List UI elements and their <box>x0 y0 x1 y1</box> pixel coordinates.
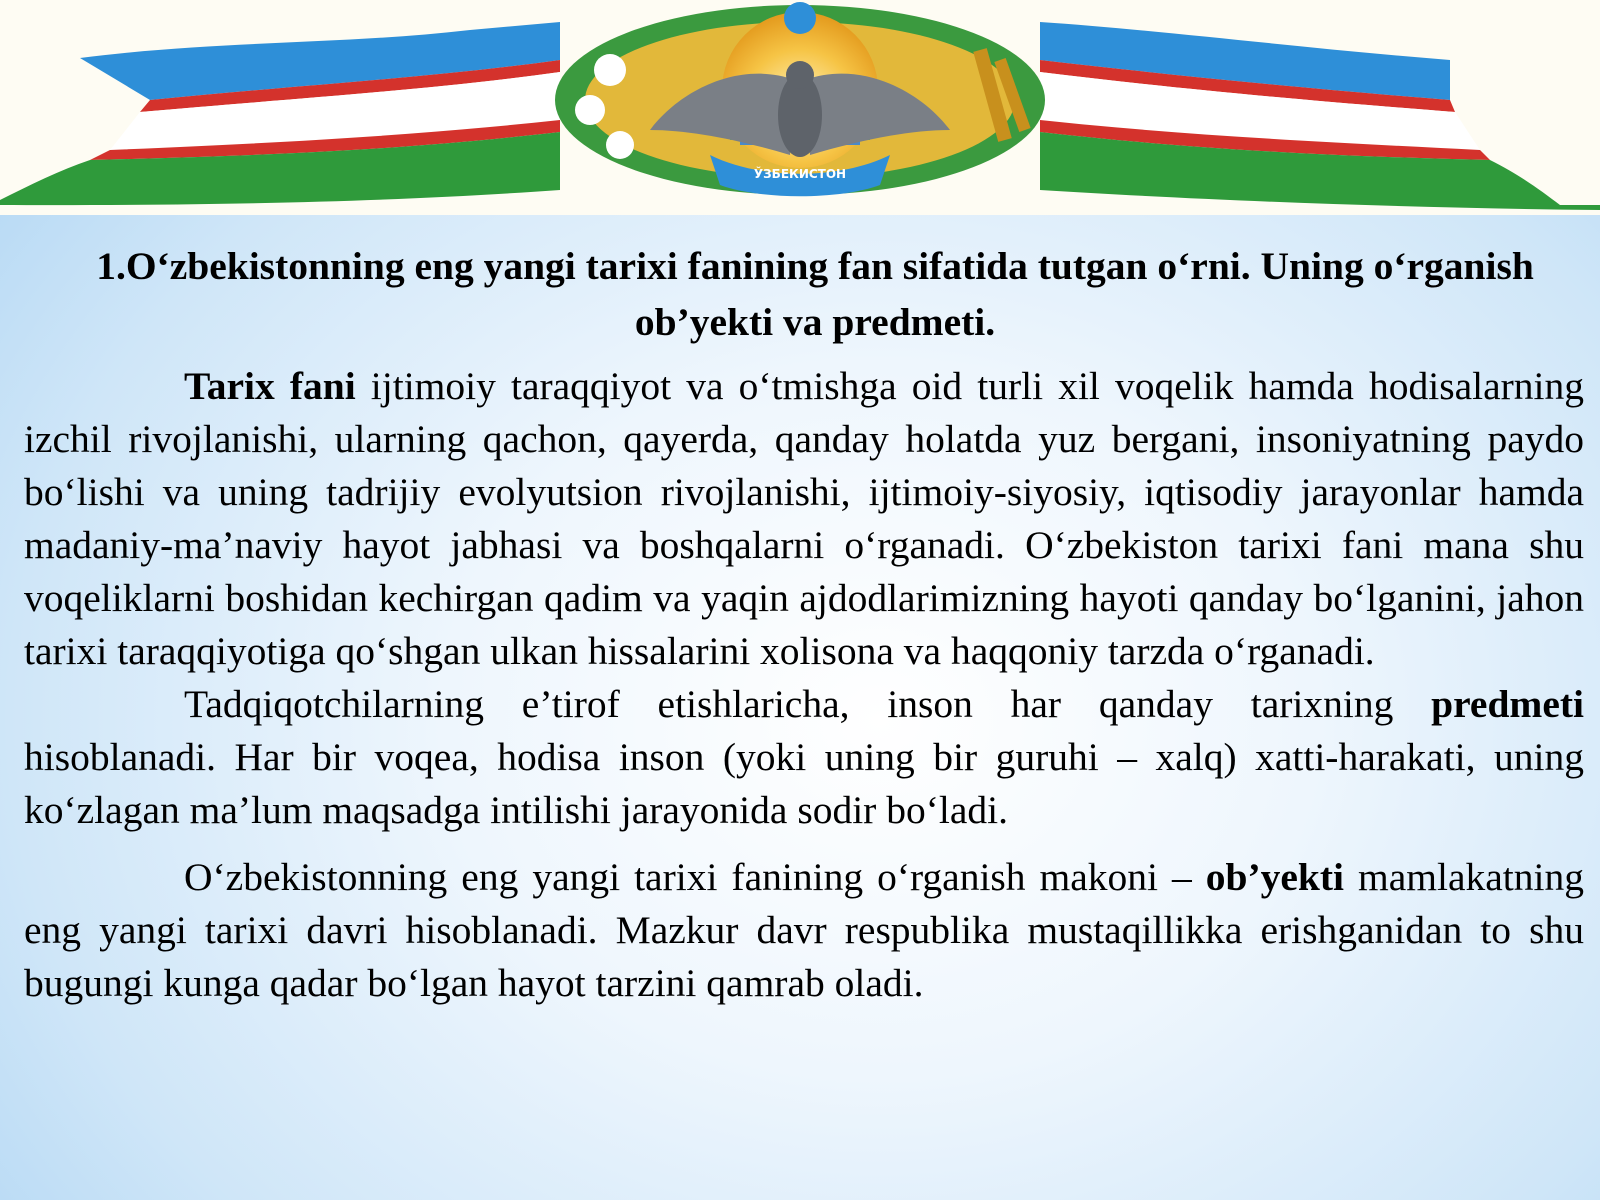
paragraph2-text-after: hisoblanadi. Har bir voqea, hodisa inson (yoki uning bir guruhi – xalq) xatti-harakati, uning ko‘zlagan ma’lum maqsadga intilishi jarayonida sodir bo‘ladi. <box>24 735 1584 832</box>
bold-term-predmeti: predmeti <box>1431 682 1584 726</box>
paragraph-tarix-fani <box>24 360 1584 678</box>
bold-term-obyekti: ob’yekti <box>1205 855 1345 899</box>
bold-term-tarix-fani: Tarix fani <box>184 364 356 408</box>
left-flag-ribbon <box>0 22 560 205</box>
paragraph3-text-after: mamlakatning eng yangi tarixi davri hisoblanadi. Mazkur davr respublika mustaqillikka erishganidan to shu bugungi kunga qadar bo‘lgan hayot tarzini qamrab oladi. <box>24 855 1584 1005</box>
paragraph1-text: ijtimoiy taraqqiyot va o‘tmishga oid turli xil voqelik hamda hodisalarning izchil rivojlanishi, ularning qachon, qayerda, qanday holatda yuz bergani, insoniyatning paydo bo‘lishi va uning tadrijiy evolyutsion rivojlanishi, ijtimoiy-siyosiy, iqtisodiy jarayonlar hamda madaniy-ma’naviy hayot jabhasi va boshqalarni o‘rganadi. O‘zbekiston tarixi fani mana shu voqeliklarni boshidan kechirgan qadim va yaqin ajdodlarimizning hayoti qanday bo‘lganini, jahon tarixi taraqqiyotiga qo‘shgan ulkan hissalarini xolisona va haqqoniy tarzda o‘rganadi. <box>24 364 1584 673</box>
flag-emblem-image <box>0 0 1600 215</box>
paragraph3-text-before: O‘zbekistonning eng yangi tarixi fanining o‘rganish makoni – <box>184 855 1206 899</box>
paragraph-predmeti <box>24 678 1584 837</box>
right-flag-ribbon <box>1040 22 1600 210</box>
page-title: 1.O‘zbekistonning eng yangi tarixi fanining fan sifatida tutgan o‘rni. Uning o‘rganish ob’yekti va predmeti. <box>96 244 1534 344</box>
paragraph-obyekti <box>24 851 1584 1010</box>
document-content <box>24 238 1584 1010</box>
emblem-text: ЎЗБЕКИСТОН <box>753 167 847 181</box>
state-emblem <box>555 2 1045 196</box>
paragraph2-text-before: Tadqiqotchilarning e’tirof etishlaricha, inson har qanday tarixning <box>184 682 1432 726</box>
flag-emblem-banner <box>0 0 1600 215</box>
